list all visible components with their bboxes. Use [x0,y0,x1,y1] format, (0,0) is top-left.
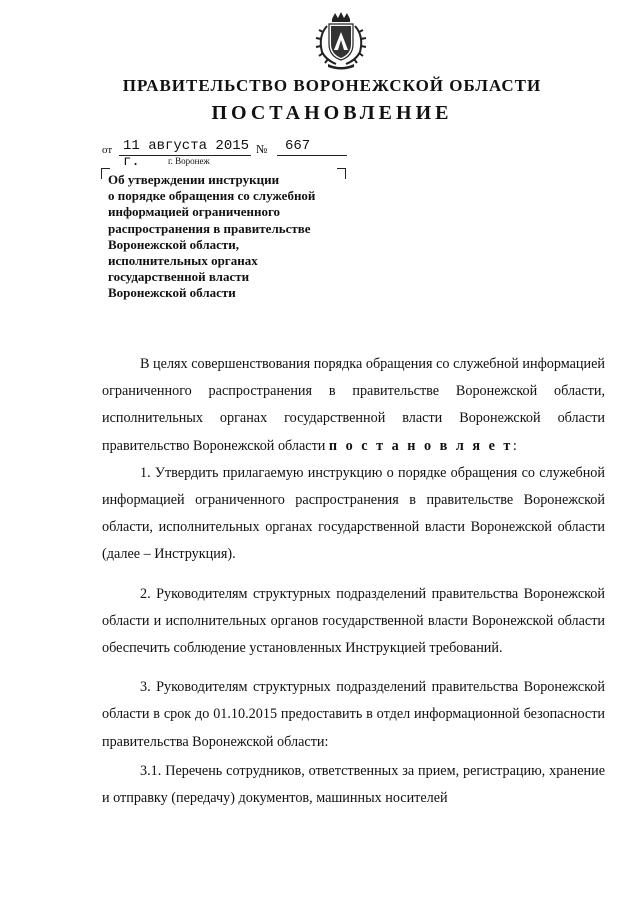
organization-title: ПРАВИТЕЛЬСТВО ВОРОНЕЖСКОЙ ОБЛАСТИ [122,76,542,95]
preamble-paragraph [102,351,605,460]
document-type: ПОСТАНОВЛЕНИЕ [211,102,453,124]
subject-line: Об утверждении инструкции [108,172,280,187]
clause-1: 1. Утвердить прилагаемую инструкцию о порядке обращения со служебной информацией ограниченного распространения в правительстве Воронежской области, исполнительных органах государственной власти Воронежской области (далее – Инструкция). [102,464,605,563]
subject-block [108,172,348,302]
city-label: г. Воронеж [168,156,210,166]
subject-line: распространения в правительстве [108,220,311,236]
clause-3-1: 3.1. Перечень сотрудников, ответственных за прием, регистрацию, хранение и отправку (передачу) документов, машинных носителей [102,762,605,807]
number-label: № [256,142,268,156]
from-label: от [102,144,113,156]
subject-line: Воронежской области, [108,236,240,252]
subject-line: государственной власти [108,269,250,285]
preamble-text: В целях совершенствования порядка обращения со служебной информацией ограниченного распространения в правительстве Воронежской области, исполнительных органах государственной власти Воронежской области правительство Воронежской области [102,356,605,454]
subject-line: Воронежской области [108,285,236,301]
clause-2: 2. Руководителям структурных подразделений правительства Воронежской области и исполнительных органов государственной власти Воронежской области обеспечить соблюдение установленных Инструкцией требований. [102,585,605,657]
subject-line: информацией ограниченного [108,204,281,220]
clause-3: 3. Руководителям структурных подразделений правительства Воронежской области в срок до 01.10.2015 предоставить в отдел информационной безопасности правительства Воронежской области: [102,679,605,750]
subject-line: о порядке обращения со служебной [108,188,316,204]
subject-line: исполнительных органах [108,253,258,269]
resolve-word: п о с т а н о в л я е т [328,437,513,454]
document-number: 667 [277,138,347,156]
coat-of-arms-icon [310,10,372,72]
resolve-colon: : [512,437,517,454]
document-date: 11 августа 2015 г. [119,138,251,156]
document-body [102,351,605,812]
